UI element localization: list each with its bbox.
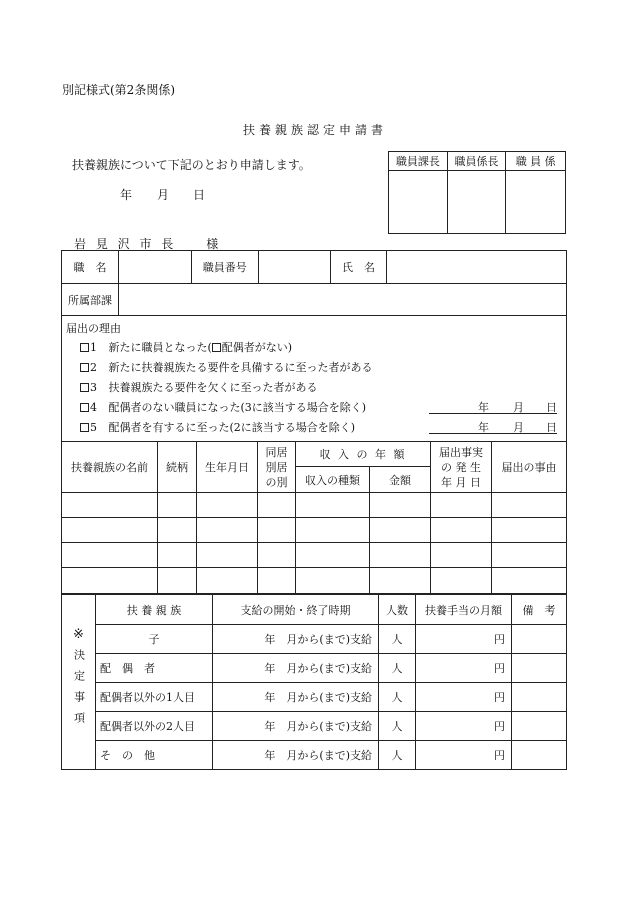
approval-header-staff: 職 員 係 (506, 152, 566, 171)
reason-item-1[interactable]: 1 新たに職員となった( 配偶者がない) (80, 339, 292, 355)
approval-header-manager: 職員課長 (389, 152, 448, 171)
addressee: 岩 見 沢 市 長 様 (74, 237, 222, 251)
decision-period-header: 支給の開始・終了時期 (213, 595, 379, 625)
approval-stamp-staff[interactable] (506, 171, 566, 234)
income-type-header: 収入の種類 (296, 467, 370, 493)
cohabit-header: 同居 別居 の別 (258, 442, 296, 493)
reason-date-field-5[interactable]: 年 月 日 (429, 419, 557, 434)
date-day-label: 日 (193, 188, 206, 202)
event-date-header: 届出事実 の 発 生 年 月 日 (431, 442, 492, 493)
table-row (62, 543, 567, 568)
income-header: 収 入 の 年 額 (296, 442, 431, 467)
decision-dependent-header: 扶 養 親 族 (96, 595, 213, 625)
page-title: 扶養親族認定申請書 (242, 123, 387, 137)
approval-stamp-chief[interactable] (447, 171, 506, 234)
reason-checkbox-2[interactable] (80, 363, 89, 372)
reason-item-2[interactable]: 2 新たに扶養親族たる要件を具備するに至った者がある (80, 359, 373, 375)
decision-row-other-2: 配偶者以外の2人目 年 月から(まで)支給 人 円 (62, 712, 567, 741)
reason-item-4[interactable]: 4 配偶者のない職員になった(3に該当する場合を除く) (80, 399, 366, 415)
form-body (61, 250, 567, 770)
date-year-label: 年 (120, 188, 133, 202)
no-spouse-checkbox[interactable] (212, 343, 221, 352)
decision-row-others: そ の 他 年 月から(まで)支給 人 円 (62, 741, 567, 770)
reason-item-5[interactable]: 5 配偶者を有するに至った(2に該当する場合を除く) (80, 419, 355, 435)
decision-row-other-1: 配偶者以外の1人目 年 月から(まで)支給 人 円 (62, 683, 567, 712)
name-label: 氏 名 (330, 251, 387, 284)
reason-title: 届出の理由 (66, 322, 121, 335)
department-field[interactable] (118, 284, 566, 316)
form-label: 別記様式(第2条関係) (62, 83, 175, 97)
intro-text: 扶養親族について下記のとおり申請します。 (72, 158, 311, 172)
reason-item-3[interactable]: 3 扶養親族たる要件を欠くに至った者がある (80, 379, 318, 395)
decision-row-spouse: 配 偶 者 年 月から(まで)支給 人 円 (62, 654, 567, 683)
approval-stamp-manager[interactable] (389, 171, 448, 234)
decision-table (61, 594, 567, 770)
decision-remarks-header: 備 考 (512, 595, 567, 625)
income-amount-header: 金額 (370, 467, 431, 493)
approval-table (388, 151, 566, 234)
reason-checkbox-3[interactable] (80, 383, 89, 392)
date-month-label: 月 (157, 188, 170, 202)
position-label: 職 名 (62, 251, 119, 284)
table-row (62, 518, 567, 543)
position-field[interactable] (118, 251, 191, 284)
decision-row-child: 子 年 月から(まで)支給 人 円 (62, 625, 567, 654)
reason-checkbox-1[interactable] (80, 343, 89, 352)
relation-header: 続柄 (158, 442, 197, 493)
dependents-table (61, 441, 567, 594)
name-field[interactable] (387, 251, 567, 284)
reason-checkbox-4[interactable] (80, 403, 89, 412)
asterisk-mark: ※ (73, 626, 84, 642)
decision-side-label: ※ 決定事項 (62, 595, 96, 770)
birthdate-header: 生年月日 (197, 442, 258, 493)
employee-no-field[interactable] (258, 251, 330, 284)
decision-monthly-header: 扶養手当の月額 (416, 595, 512, 625)
employee-no-label: 職員番号 (191, 251, 258, 284)
dependent-name-header: 扶養親族の名前 (62, 442, 158, 493)
table-row (62, 493, 567, 518)
department-label: 所属部課 (62, 284, 119, 316)
table-row (62, 568, 567, 594)
reason-date-field-4[interactable]: 年 月 日 (429, 399, 557, 414)
applicant-table (61, 250, 567, 316)
reason-checkbox-5[interactable] (80, 423, 89, 432)
decision-count-header: 人数 (379, 595, 416, 625)
approval-header-chief: 職員係長 (447, 152, 506, 171)
report-reason-header: 届出の事由 (492, 442, 567, 493)
